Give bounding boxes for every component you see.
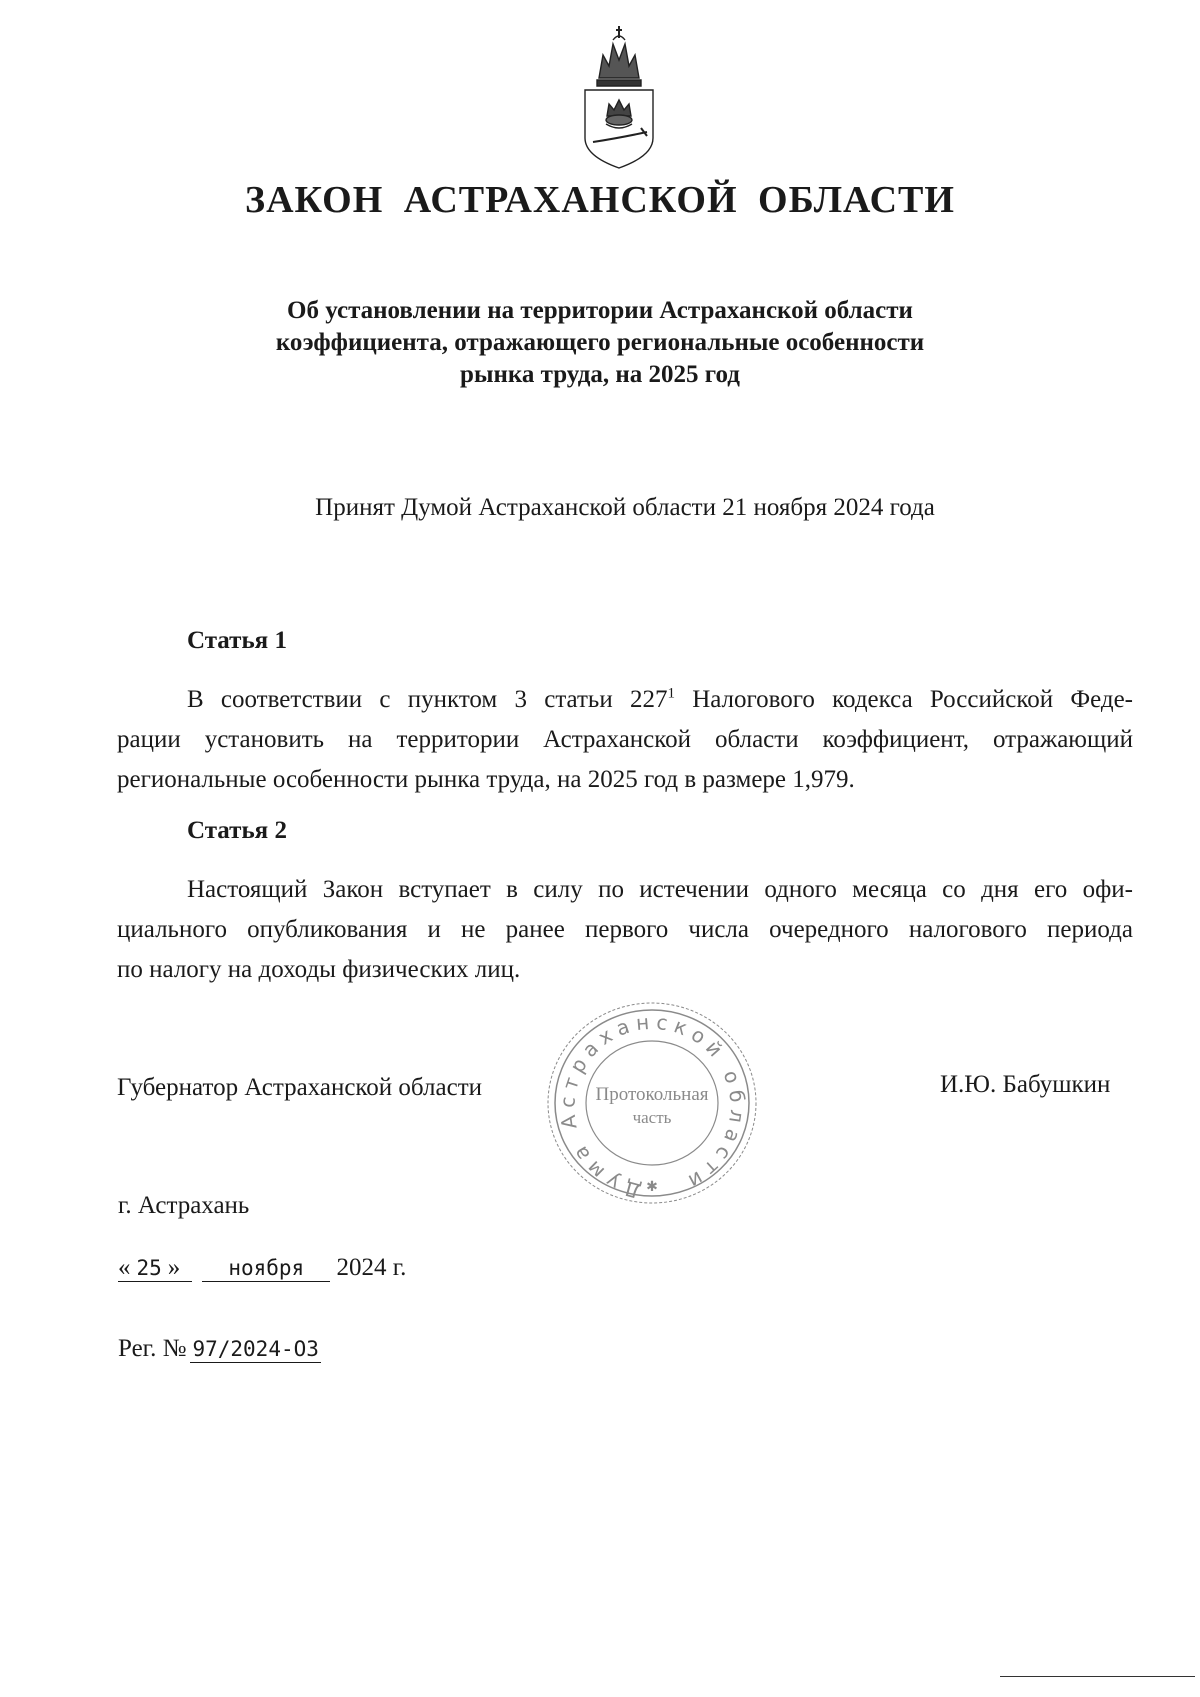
article-2-body [117,870,1133,990]
svg-text:Дума Астраханской области [555,1010,750,1204]
signing-date [118,1254,406,1282]
article-1-text: В соответствии с пунктом 3 статьи 227 [187,686,668,713]
article-1-line [117,680,1133,720]
adoption-statement: Принят Думой Астраханской области 21 ноября 2024 года [315,494,935,521]
article-2-heading: Статья 2 [187,817,287,844]
article-1-line: региональные особенности рынка труда, на 2025 год в размере 1,979. [117,766,855,793]
article-1-body [117,680,1133,800]
coat-of-arms-emblem [569,20,669,170]
law-title: ЗАКОН АСТРАХАНСКОЙ ОБЛАСТИ [245,179,955,221]
date-quote: » [167,1254,181,1281]
registration-number [118,1335,321,1363]
city: г. Астрахань [118,1192,250,1219]
law-subtitle-line: рынка труда, на 2025 год [460,361,740,388]
article-superscript: 1 [667,685,675,702]
law-subtitle-line: коэффициента, отражающего региональные особенности [275,329,925,356]
date-year: 2024 г. [336,1254,407,1281]
official-stamp [540,995,765,1210]
article-2-line: по налогу на доходы физических лиц. [117,956,521,983]
date-month: ноября [202,1255,330,1282]
article-1-text: Налогового кодекса Российской Феде- [674,686,1133,713]
law-subtitle-line: Об установлении на территории Астраханской области [287,297,913,324]
stamp-center-line: часть [632,1108,672,1127]
article-2-line: циального опубликования и не ранее первого числа очередного налогового периода [117,916,1133,943]
governor-position: Губернатор Астраханской области [117,1074,483,1101]
article-1-line: рации установить на территории Астраханской области коэффициент, отражающий [117,726,1133,753]
reg-number: 97/2024-ОЗ [192,1337,319,1361]
article-2-line: Настоящий Закон вступает в силу по истечении одного месяца со дня его офи- [187,876,1133,903]
date-day-field [118,1255,192,1282]
stamp-center-line: Протокольная [595,1084,709,1105]
bottom-rule [1000,1676,1195,1677]
date-quote: « [118,1254,131,1281]
date-day: 25 [136,1256,162,1280]
governor-name: И.Ю. Бабушкин [940,1071,1111,1098]
article-1-heading: Статья 1 [187,627,287,654]
stamp-ring-text: Дума Астраханской области [555,1009,750,1204]
reg-label: Рег. № [118,1335,187,1362]
stamp-star-icon: ✱ [646,1179,658,1195]
law-subtitle [200,295,1000,391]
